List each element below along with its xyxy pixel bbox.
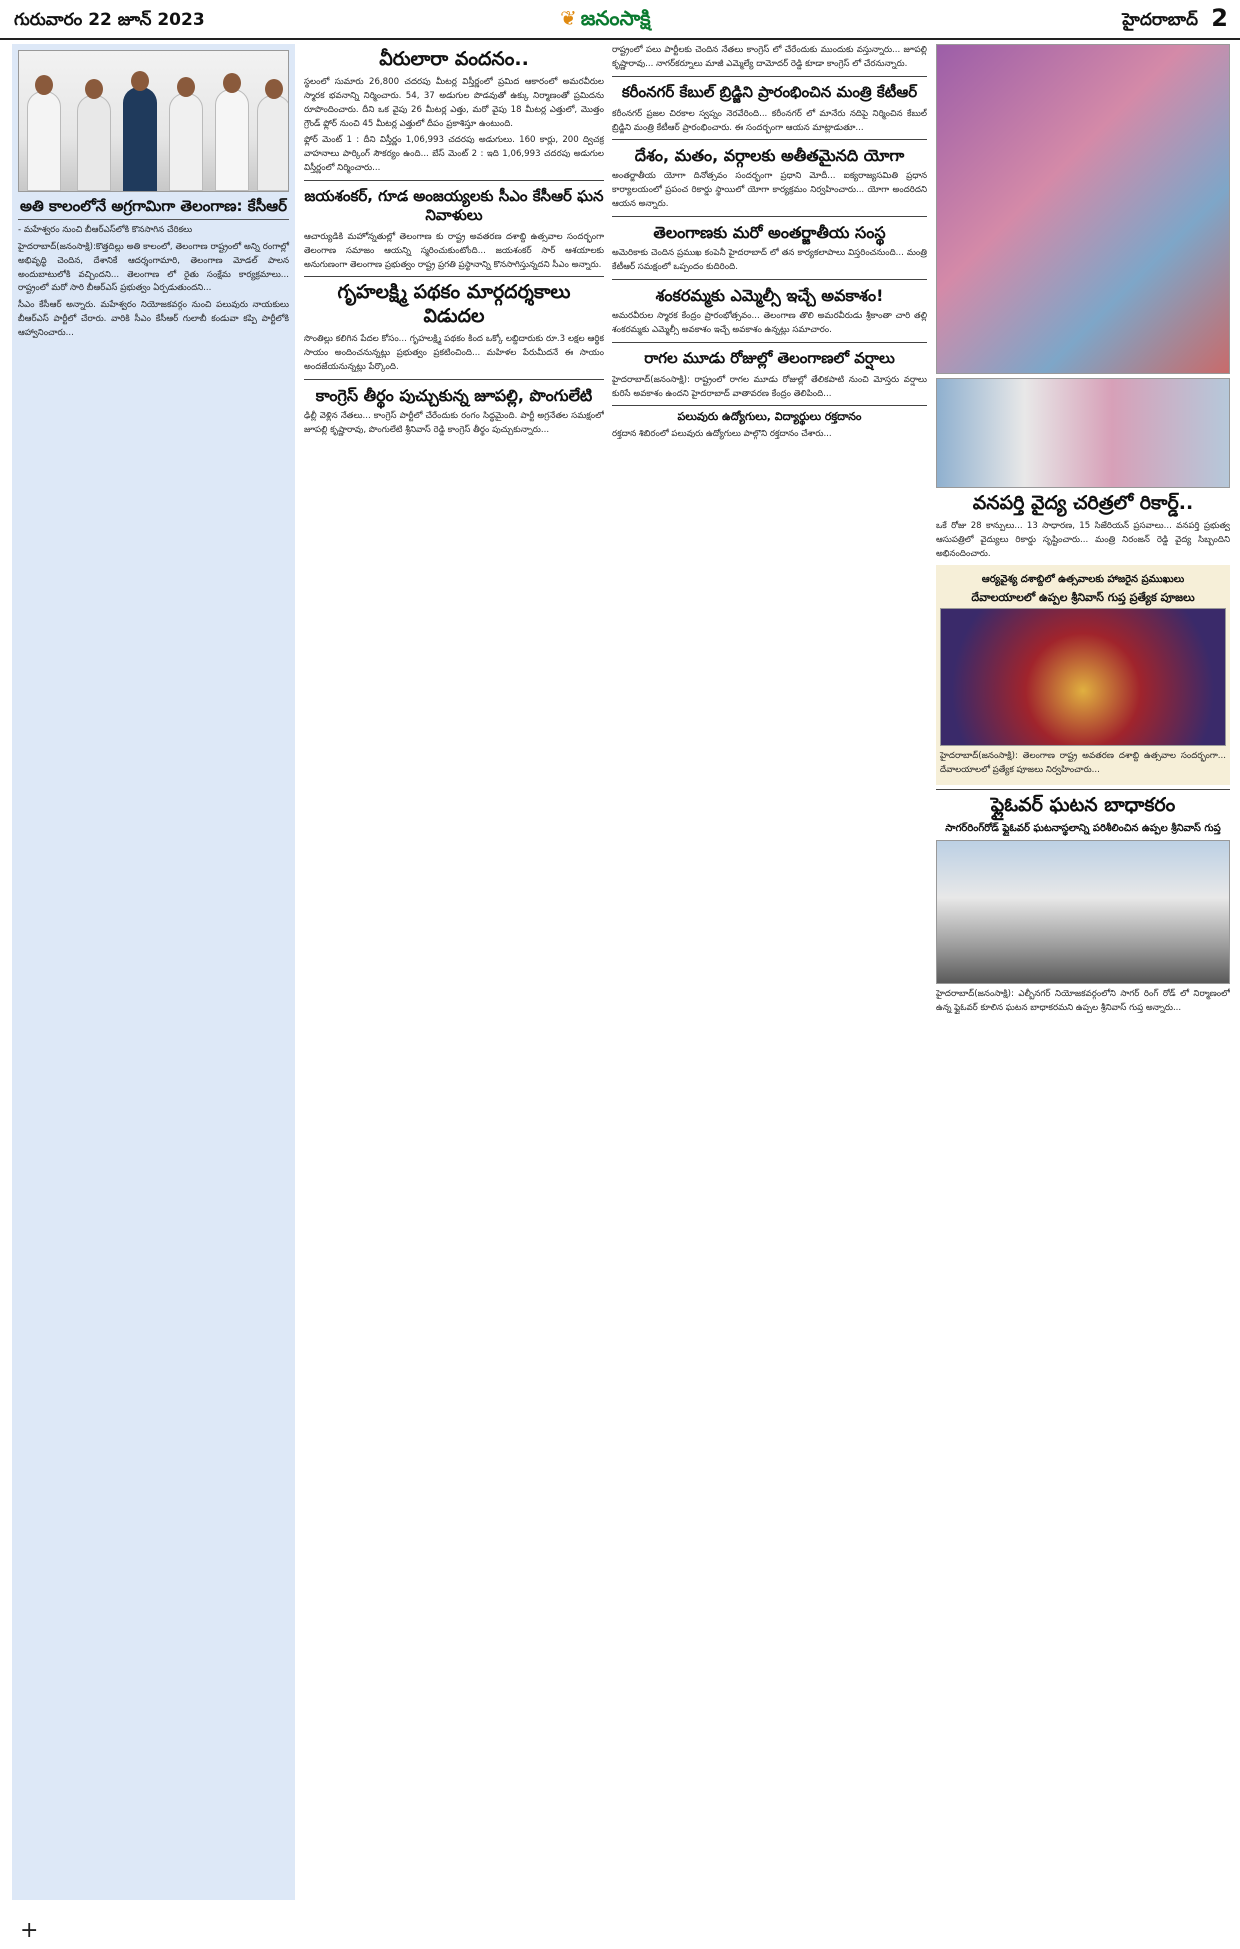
photo-flyover-site [936,840,1230,984]
column-3 [612,44,927,1900]
headline-yoga: దేశం, మతం, వర్గాలకు అతీతమైనది యోగా [634,146,905,166]
column-2 [304,44,604,1900]
photo-newborns [936,44,1230,374]
temple-story-box [936,565,1230,786]
divider [612,139,927,140]
wanaparthy-para: ఒకే రోజు 28 కాన్పులు... 13 సాధారణ, 15 సిజేరియన్ ప్రసవాలు... వనపర్తి ప్రభుత్వ ఆసుపత్రిలో వైద్యులు రికార్డు సృష్టించారు... మంత్రి నిరంజన్ రెడ్డి వైద్య సిబ్బందిని అభినందించారు. [936,520,1230,559]
headline-wanaparthy-record: వనపర్తి వైద్య చరిత్రలో రికార్డ్‌.. [972,492,1194,514]
gruhalakshmi-para-1: సొంతిల్లు కలిగిన పేదల కోసం... గృహలక్ష్మి పథకం కింద ఒక్కో లబ్దిదారుకు రూ.3 లక్షల ఆర్థిక సాయం అందించనున్నట్లు ప్రభుత్వం ప్రకటించింది... మహిళల పేరుమీదనే ఈ సాయం అందజేయనున్నట్లు పేర్కొంది. [304,333,604,372]
headline-temple-pujas: దేవాలయాలలో ఉప్పల శ్రీనివాస్‌ గుప్త ప్రత్యేక పూజలు [971,590,1195,604]
divider [304,180,604,181]
divider [304,276,604,277]
registration-mark-icon: + [20,1918,39,1943]
memorial-para-1: స్థలంలో సుమారు 26,800 చదరపు మీటర్ల విస్తీర్ణంలో ప్రమిద ఆకారంలో అమరవీరుల స్మారక భవనాన్ని నిర్మించారు. 54, 37 అడుగుల పొడవుతో ఉక్కు నిర్మాణంతో ప్రమిదను రూపొందించారు. దీని ఒక వైపు 26 మీటర్ల ఎత్తు, మరో వైపు 18 మీటర్ల ఎత్తులో, మొత్తం గ్రౌండ్ ఫ్లోర్ నుంచి 45 మీటర్ల ఎత్తులో దీపం ప్రకాశిస్తూ ఉంటుంది. [304,76,604,129]
cable-bridge-para: కరీంనగర్ ప్రజల చిరకాల స్వప్నం నెరవేరింది... కరీంనగర్ లో మానేరు నదిపై నిర్మించిన కేబుల్ బ్రిడ్జిని మంత్రి కేటీఆర్ ప్రారంభించారు. ఈ సందర్భంగా ఆయన మాట్లాడుతూ... [612,108,927,133]
headline-international-firm: తెలంగాణకు మరో అంతర్జాతీయ సంస్థ [653,223,886,243]
firm-para: అమెరికాకు చెందిన ప్రముఖ కంపెనీ హైదరాబాద్ లో తన కార్యకలాపాలు విస్తరించనుంది... మంత్రి కేటీఆర్ సమక్షంలో ఒప్పందం కుదిరింది. [612,248,927,273]
memorial-para-2: ఫ్లోర్ మెంట్ 1 : దీని విస్తీర్ణం 1,06,993 చదరపు అడుగులు. 160 కార్లు, 200 ద్విచక్ర వాహనాలు పార్కింగ్ సౌకర్యం ఉంది... బేస్ మెంట్ 2 : ఇది 1,06,993 చదరపు అడుగుల విస్తీర్ణంలో నిర్మించారు... [304,135,604,174]
photo-temple-puja [940,608,1226,746]
headline-gruhalakshmi: గృహలక్ష్మి పథకం మార్గదర్శకాలు విడుదల [337,281,571,328]
shankaramma-para: అమరవీరుల స్మారక కేంద్రం ప్రారంభోత్సవం... తెలంగాణ తొలి అమరవీరుడు శ్రీకాంతా చారి తల్లి శంకరమ్మకు ఎమ్మెల్సీ అవకాశం ఇచ్చే అవకాశం ఉన్నట్లు సమాచారం. [612,311,927,335]
divider [612,405,927,406]
col3-top-para: రాష్ట్రంలో పలు పార్టీలకు చెందిన నేతలు కాంగ్రెస్ లో చేరేందుకు ముందుకు వస్తున్నారు... జూపల్లి కృష్ణారావు... నాగర్‌కర్నూలు మాజీ ఎమ్మెల్యే దామోదర్ రెడ్డి కూడా కాంగ్రెస్ లో చేరనున్నారు. [612,45,927,69]
leaf-icon: ❦ [560,6,577,30]
photo-hospital-staff [936,378,1230,488]
divider [612,279,927,280]
column-4 [936,44,1230,1900]
flyover-para: హైదరాబాద్(జనంసాక్షి): ఎల్బీనగర్ నియోజకవర్గంలోని సాగర్ రింగ్ రోడ్ లో నిర్మాణంలో ఉన్న ఫ్లైఓవర్ కూలిన ఘటన బాధాకరమని ఉప్పల శ్రీనివాస్ గుప్త అన్నారు... [936,988,1230,1013]
divider [936,789,1230,790]
edition-city: హైదరాబాద్ [1122,10,1198,30]
temple-para: హైదరాబాద్(జనంసాక్షి): తెలంగాణ రాష్ట్ర అవతరణ దశాబ్ది ఉత్సవాల సందర్భంగా... దేవాలయాలలో ప్రత్యేక పూజలు నిర్వహించారు... [940,751,1226,776]
masthead [560,6,651,35]
column-1 [12,44,295,1900]
divider [304,379,604,380]
tribute-para-1: ఆచార్యుడికి మహోన్నతుల్లో తెలంగాణ కు రాష్ట్ర అవతరణ దశాబ్ది ఉత్సవాల సందర్భంగా తెలంగాణ సమాజం ఆయన్ని స్మరించుకుంటోంది... జయశంకర్ సార్ ఆశయాలకు అనుగుణంగా తెలంగాణ ప్రభుత్వం రాష్ట్ర ప్రగతి ప్రస్థానాన్ని కొనసాగిస్తున్నదని సీఎం అన్నారు. [304,231,604,270]
kicker-flyover: సాగర్‌రింగ్‌రోడ్ ఫ్లైఓవర్ ఘటనాస్థలాన్ని పరిశీలించిన ఉప్పల శ్రీనివాస్ గుప్త [945,822,1221,834]
col1-para-1: - మహేశ్వరం నుంచి బీఆర్‌ఎస్‌లోకి కొనసాగిన చేరికలు [18,224,193,235]
kicker-arya-vysya: ఆర్యవైశ్య దశాబ్దిలో ఉత్సవాలకు హాజరైన ప్రముఖులు [981,573,1185,585]
headline-col1: అతి కాలంలోనే అగ్రగామిగా తెలంగాణ: కేసీఆర్ [18,197,289,220]
divider [612,216,927,217]
headline-shankaramma: శంకరమ్మకు ఎమ్మెల్సీ ఇచ్చే అవకాశం! [655,286,884,306]
headline-blood-donation: పలువురు ఉద్యోగులు, విద్యార్థులు రక్తదానం [677,410,862,424]
page-number: 2 [1211,4,1228,32]
headline-rain-forecast: రాగల మూడు రోజుల్లో తెలంగాణలో వర్షాలు [644,348,895,367]
divider [612,342,927,343]
rain-para: హైదరాబాద్(జనంసాక్షి): రాష్ట్రంలో రాగల మూడు రోజుల్లో తేలికపాటి నుంచి మోస్తరు వర్షాలు కురిసే అవకాశం ఉందని హైదరాబాద్ వాతావరణ కేంద్రం తెలిపింది... [612,374,927,399]
divider [612,76,927,77]
col1-para-3: సీఎం కేసీఆర్ అన్నారు. మహేశ్వరం నియోజకవర్గం నుంచి పలువురు నాయకులు బీఆర్‌ఎస్ పార్టీలో చేరారు. వారికి సీఎం కేసీఆర్ గులాబీ కండువా కప్పి పార్టీలోకి ఆహ్వానించారు... [18,300,289,339]
headline-jayashankar-tribute: జయశంకర్‌, గూడ అంజయ్యలకు సీఎం కేసీఆర్‌ ఘన నివాళులు [304,187,604,224]
yoga-para: అంతర్జాతీయ యోగా దినోత్సవం సందర్భంగా ప్రధాని మోదీ... ఐక్యరాజ్యసమితి ప్రధాన కార్యాలయంలో ప్రపంచ రికార్డు స్థాయిలో యోగా కార్యక్రమం నిర్వహించారు... యోగా అందరిదని ఆయన అన్నారు. [612,171,927,210]
photo-ktr-event [18,50,289,192]
brand-name: జనంసాక్షి [580,6,651,30]
headline-flyover-incident: ఫ్లైఓవర్‌ ఘటన బాధాకరం [990,794,1176,817]
page-header [0,0,1240,40]
congress-para-1: ఢిల్లీ వెళ్లిన నేతలు... కాంగ్రెస్ పార్టీలో చేరేందుకు రంగం సిద్ధమైంది. పార్టీ అగ్రనేతల సమక్షంలో జూపల్లి కృష్ణారావు, పొంగులేటి శ్రీనివాస్ రెడ్డి కాంగ్రెస్ తీర్థం పుచ్చుకున్నారు... [304,410,604,435]
col1-para-2: హైదరాబాద్(జనంసాక్షి):కొత్తదిల్లు అతి కాలంలో, తెలంగాణ రాష్ట్రంలో అన్ని రంగాల్లో అభివృద్ధి చెందిన, దేశానికే ఆదర్శంగామారి, తెలంగాణ మోడల్ పాలన అందుబాటులోకి వచ్చిందని... తెలంగాణ లో రైతు సంక్షేమ కార్యక్రమాలు... రాష్ట్రంలో మరో సారి బీఆర్‌ఎస్ ప్రభుత్వం ఏర్పడుతుందని... [18,241,289,294]
blood-donation-para: రక్తదాన శిబిరంలో పలువురు ఉద్యోగులు పాల్గొని రక్తదానం చేశారు... [612,429,832,440]
headline-cable-bridge: కరీంనగర్‌ కేబుల్‌ బ్రిడ్జిని ప్రారంభించిన మంత్రి కేటీఆర్‌ [621,82,918,101]
headline-memorial: వీరులారా వందనం.. [379,48,529,70]
headline-congress-joining: కాంగ్రెస్‌ తీర్థం పుచ్చుకున్న జూపల్లి, పొంగులేటి [315,385,593,405]
issue-date: గురువారం 22 జూన్ 2023 [14,10,205,30]
